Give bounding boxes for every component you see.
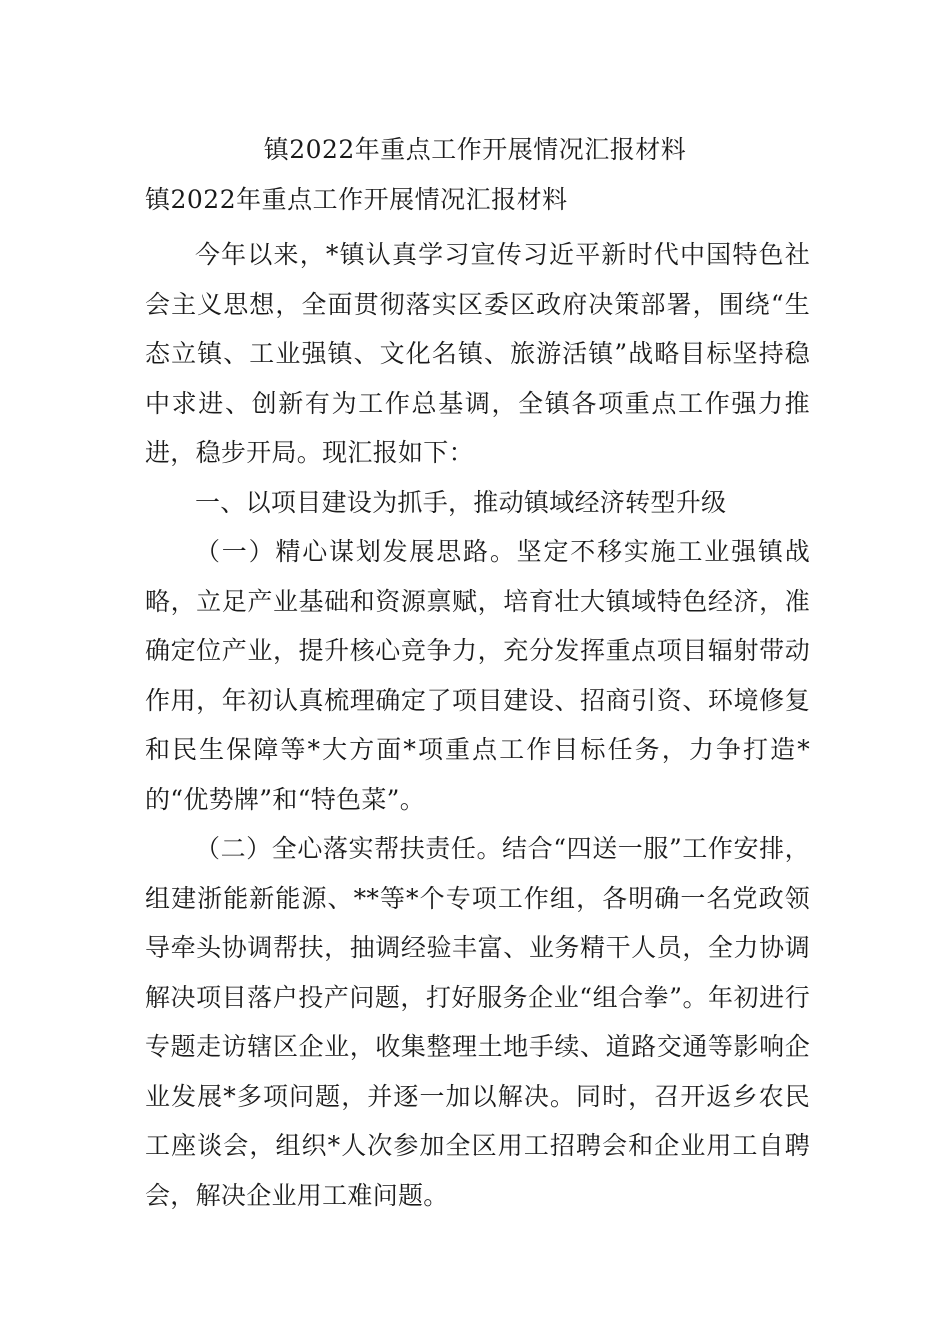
document-body <box>145 230 810 1220</box>
section-heading-1: 一、以项目建设为抓手，推动镇域经济转型升级 <box>195 487 727 517</box>
subsection-paragraph-2: （二）全心落实帮扶责任。结合“四送一服”工作安排，组建浙能新能源、**等*个专项工作组，各明确一名党政领导牵头协调帮扶，抽调经验丰富、业务精干人员，全力协调解决项目落户投产问题，打好服务企业“组合拳”。年初进行专题走访辖区企业，收集整理土地手续、道路交通等影响企业发展*多项问题，并逐一加以解决。同时，召开返乡农民工座谈会，组织*人次参加全区用工招聘会和企业用工自聘会，解决企业用工难问题。 <box>145 834 810 1210</box>
intro-paragraph: 今年以来，*镇认真学习宣传习近平新时代中国特色社会主义思想，全面贯彻落实区委区政府决策部署，围绕“生态立镇、工业强镇、文化名镇、旅游活镇”战略目标坚持稳中求进、创新有为工作总基调，全镇各项重点工作强力推进，稳步开局。现汇报如下： <box>145 240 810 467</box>
document-title: 镇2022年重点工作开展情况汇报材料 <box>263 135 687 164</box>
document-subtitle: 镇2022年重点工作开展情况汇报材料 <box>145 185 568 214</box>
subsection-paragraph-1: （一）精心谋划发展思路。坚定不移实施工业强镇战略，立足产业基础和资源禀赋，培育壮大镇域特色经济，准确定位产业，提升核心竞争力，充分发挥重点项目辐射带动作用，年初认真梳理确定了项目建设、招商引资、环境修复和民生保障等*大方面*项重点工作目标任务，力争打造*的“优势牌”和“特色菜”。 <box>145 537 810 814</box>
